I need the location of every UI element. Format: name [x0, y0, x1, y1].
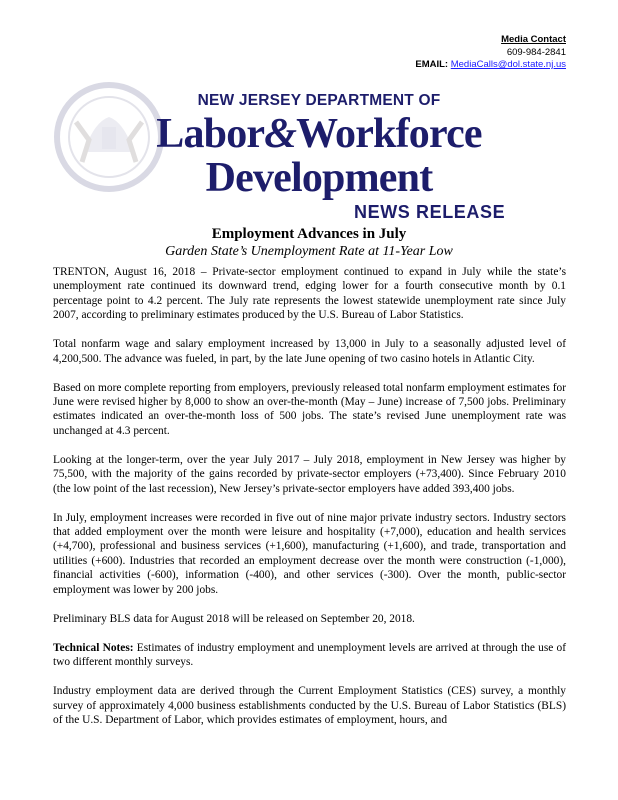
paragraph: Total nonfarm wage and salary employment increased by 13,000 in July to a seasonally adjusted level of 4,200,500. The advance was fueled, in part, by the late June opening of two casino hotels in Atlantic City. — [53, 338, 566, 365]
paragraph: Industry employment data are derived through the Current Employment Statistics (CES) survey, a monthly survey of approximately 4,000 business establishments conducted by the U.S. Bureau of Labor Statistics (BLS) of the U.S. Department of Labor, which provides estimates of employment, hours, and — [53, 685, 566, 726]
letterhead-text — [74, 82, 564, 223]
agency-name-left: Labor — [156, 111, 265, 157]
email-link[interactable]: MediaCalls@dol.state.nj.us — [450, 59, 566, 70]
headline — [52, 225, 566, 260]
technical-notes-paragraph — [53, 641, 566, 670]
agency-ampersand: & — [264, 111, 297, 157]
letterhead — [54, 82, 564, 222]
headline-title: Employment Advances in July — [211, 226, 407, 242]
media-contact-title: Media Contact — [501, 34, 566, 45]
paragraph: Looking at the longer-term, over the year July 2017 – July 2018, employment in New Jersey was higher by 75,500, with the majority of the gains recorded by private-sector employers (+73,400). Since February 2010 (the low point of the last recession), New Jersey’s private-sector employers have added 393,400 jobs. — [53, 453, 566, 495]
agency-name — [74, 112, 564, 200]
department-name: NEW JERSEY DEPARTMENT OF — [197, 92, 441, 109]
technical-notes-text: Estimates of industry employment and unemployment levels are arrived at through the use of two different monthly surveys. — [53, 641, 567, 669]
headline-subtitle: Garden State’s Unemployment Rate at 11-Year Low — [165, 244, 453, 259]
media-contact-phone: 609-984-2841 — [506, 46, 566, 58]
body-text — [53, 265, 566, 742]
paragraph: Preliminary BLS data for August 2018 will be released on September 20, 2018. — [53, 612, 415, 625]
media-contact-block — [415, 34, 566, 72]
news-release-label: NEWS RELEASE — [354, 202, 506, 222]
technical-notes-label: Technical Notes: — [53, 641, 134, 654]
paragraph: In July, employment increases were recorded in five out of nine major private industry sectors. Industry sectors that added employment over the month were leisure and hospitality (+7,000), education and health services (+4,700), professional and business services (+1,600), manufacturing (+1,600), and trade, transportation and utilities (+600). Industries that recorded an employment decrease over the month were construction (-1,000), financial activities (-600), information (-400), and other services (-300). Over the month, public-sector employment was lower by 200 jobs. — [53, 511, 566, 596]
email-label: EMAIL: — [415, 59, 449, 70]
media-contact-email-line — [415, 59, 566, 72]
paragraph: TRENTON, August 16, 2018 – Private-sector employment continued to expand in July while the state’s unemployment rate continued its downward trend, edging lower for a fourth consecutive month by 0.1 percentage point to 4.2 percent. The July rate represents the lowest statewide unemployment rate since July 2007, according to preliminary estimates produced by the U.S. Bureau of Labor Statistics. — [53, 266, 566, 322]
paragraph: Based on more complete reporting from employers, previously released total nonfarm employment estimates for June were revised higher by 8,000 to show an over-the-month (May – June) increase of 7,500 jobs. Preliminary estimates indicated an over-the-month loss of 500 jobs. The state’s revised June unemployment rate was unchanged at 4.3 percent. — [53, 381, 566, 437]
agency-name-right: Workforce Development — [205, 111, 482, 201]
